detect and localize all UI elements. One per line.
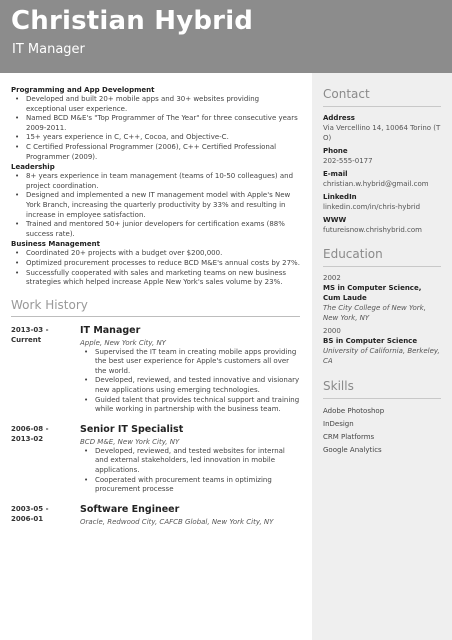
contact-list [323,113,441,235]
education-heading: Education [323,247,441,267]
job-dates: 2006-08 - 2013-02 [11,424,49,443]
resume-header [0,0,452,73]
summary-bullet: • Successfully cooperated with sales and marketing teams on new business strategies which helped increase Apple New York's sales volume by 23%. [11,269,300,288]
education-degree: BS in Computer Science [323,337,418,345]
contact-heading: Contact [323,87,441,107]
contact-label: E-mail [323,170,348,178]
summary-bullet: • Trained and mentored 50+ junior developers for certification exams (88% success rate). [11,220,300,239]
job-title: Software Engineer [80,503,180,515]
job-bullet: • Developed, reviewed, and tested innovative and visionary new applications using emerging technologies. [80,376,300,395]
summary-block-heading: Business Management [11,240,100,249]
education-degree: MS in Computer Science, Cum Laude [323,284,422,302]
education-school: The City College of New York, New York, NY [323,304,426,322]
contact-value: 202-555-0177 [323,157,373,165]
summary-block-heading: Leadership [11,163,55,172]
education-school: University of California, Berkeley, CA [323,347,440,365]
job-bullet: • Cooperated with procurement teams in optimizing procurement processe [80,476,300,495]
skills-list [323,405,441,457]
job-bullet-list [80,348,300,415]
summary-section [11,86,300,288]
skills-heading: Skills [323,379,441,399]
contact-label: WWW [323,216,347,224]
job-title: Senior IT Specialist [80,423,184,435]
job-body [80,325,300,416]
summary-bullet: • 15+ years experience in C, C++, Cocoa, and Objective-C. [11,133,300,143]
job-company: Oracle, Redwood City, CAFCB Global, New York City, NY [80,517,274,526]
summary-bullet-list [11,95,300,162]
summary-bullet: • C Certified Professional Programmer (2006), C++ Certified Professional Programmer (2009). [11,143,300,162]
work-history-heading: Work History [11,298,300,317]
job-dates: 2013-03 - Current [11,325,49,344]
skill-item: InDesign [323,420,354,428]
job-bullet: • Developed, reviewed, and tested websites for internal and external stakeholders, led innovation in mobile applications. [80,447,300,476]
summary-bullet: • Coordinated 20+ projects with a budget over $200,000. [11,249,300,259]
summary-bullet-list [11,172,300,239]
summary-bullet: • Optimized procurement processes to reduce BCD M&E's annual costs by 27%. [11,259,300,269]
education-list [323,273,441,366]
candidate-title: IT Manager [12,42,85,57]
job-company: Apple, New York City, NY [80,338,166,347]
sidebar [312,73,452,640]
skill-item: Google Analytics [323,446,382,454]
education-year: 2002 [323,274,341,282]
job-body [80,424,300,496]
contact-value[interactable]: christian.w.hybrid@gmail.com [323,180,429,188]
job-entry [11,504,300,527]
contact-label: LinkedIn [323,193,357,201]
contact-value[interactable]: linkedin.com/in/chris-hybrid [323,203,421,211]
job-bullet: • Supervised the IT team in creating mobile apps providing the best user experience for Apple's customers all over the world. [80,348,300,377]
skill-item: Adobe Photoshop [323,407,385,415]
summary-bullet: • 8+ years experience in team management (teams of 10-50 colleagues) and project coordination. [11,172,300,191]
job-title: IT Manager [80,324,141,336]
job-dates: 2003-05 - 2006-01 [11,504,49,523]
job-bullet: • Guided talent that provides technical support and training while working in partnership with the business team. [80,396,300,415]
job-bullet-list [80,447,300,495]
contact-label: Phone [323,147,348,155]
main-column [11,86,300,527]
job-company: BCD M&E, New York City, NY [80,437,180,446]
summary-bullet: • Named BCD M&E's "Top Programmer of The Year" for three consecutive years 2009-2011. [11,114,300,133]
summary-bullet-list [11,249,300,287]
contact-value: Via Vercellino 14, 10064 Torino (TO) [323,124,441,142]
job-body [80,504,300,527]
summary-block-heading: Programming and App Development [11,86,155,94]
work-history-list [11,325,300,527]
candidate-name: Christian Hybrid [11,6,254,36]
education-year: 2000 [323,327,341,335]
job-entry [11,325,300,416]
summary-bullet: • Developed and built 20+ mobile apps and 30+ websites providing exceptional user experience. [11,95,300,114]
contact-value[interactable]: futureisnow.chrishybrid.com [323,226,422,234]
contact-label: Address [323,114,355,122]
skill-item: CRM Platforms [323,433,375,441]
job-entry [11,424,300,496]
summary-bullet: • Designed and implemented a new IT management model with Apple's New York Branch, increasing the quarterly productivity by 33% and resulting in increase in employee satisfaction. [11,191,300,220]
